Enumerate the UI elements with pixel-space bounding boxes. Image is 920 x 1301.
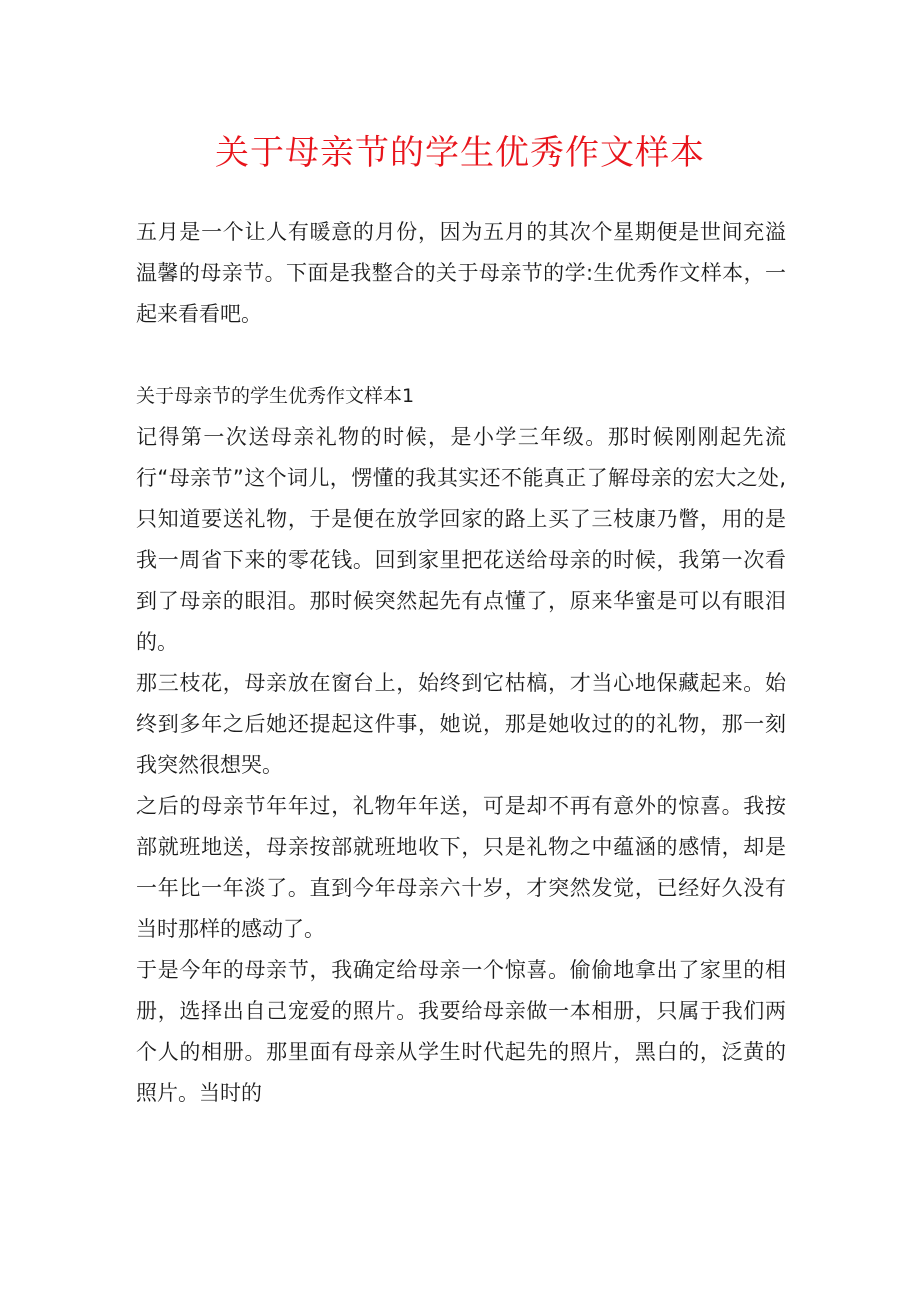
intro-paragraph: 五月是一个让人有暖意的月份，因为五月的其次个星期便是世间充溢温馨的母亲节。下面是我整合的关于母亲节的学:生优秀作文样本，一起来看看吧。 [136, 220, 786, 326]
body-paragraph: 那三枝花，母亲放在窗台上，始终到它枯槁，才当心地保藏起来。始终到多年之后她还提起这件事，她说，那是她收过的的礼物，那一刻我突然很想哭。 [136, 671, 786, 777]
section-heading: 关于母亲节的学生优秀作文样本1 [136, 385, 415, 407]
body-paragraph: 记得第一次送母亲礼物的时候，是小学三年级。那时候刚刚起先流行“母亲节”这个词儿，愣懂的我其实还不能真正了解母亲的宏大之处,只知道要送礼物，于是便在放学回家的路上买了三枝康乃瞥，用的是我一周省下来的零花钱。回到家里把花送给母亲的时候，我第一次看到了母亲的眼泪。那时候突然起先有点懂了，原来华蜜是可以有眼泪的。 [136, 425, 786, 654]
body-paragraph: 于是今年的母亲节，我确定给母亲一个惊喜。偷偷地拿出了家里的相册，选择出自己宠爱的照片。我要给母亲做一本相册，只属于我们两个人的相册。那里面有母亲从学生时代起先的照片，黑白的，泛黄的照片。当时的 [136, 958, 786, 1105]
body-paragraph: 之后的母亲节年年过，礼物年年送，可是却不再有意外的惊喜。我按部就班地送，母亲按部就班地收下，只是礼物之中蕴涵的感情，却是一年比一年淡了。直到今年母亲六十岁，才突然发觉，已经好久没有当时那样的感动了。 [136, 794, 786, 941]
document-title: 关于母亲节的学生优秀作文样本 [215, 133, 705, 173]
document-body [136, 212, 786, 1114]
